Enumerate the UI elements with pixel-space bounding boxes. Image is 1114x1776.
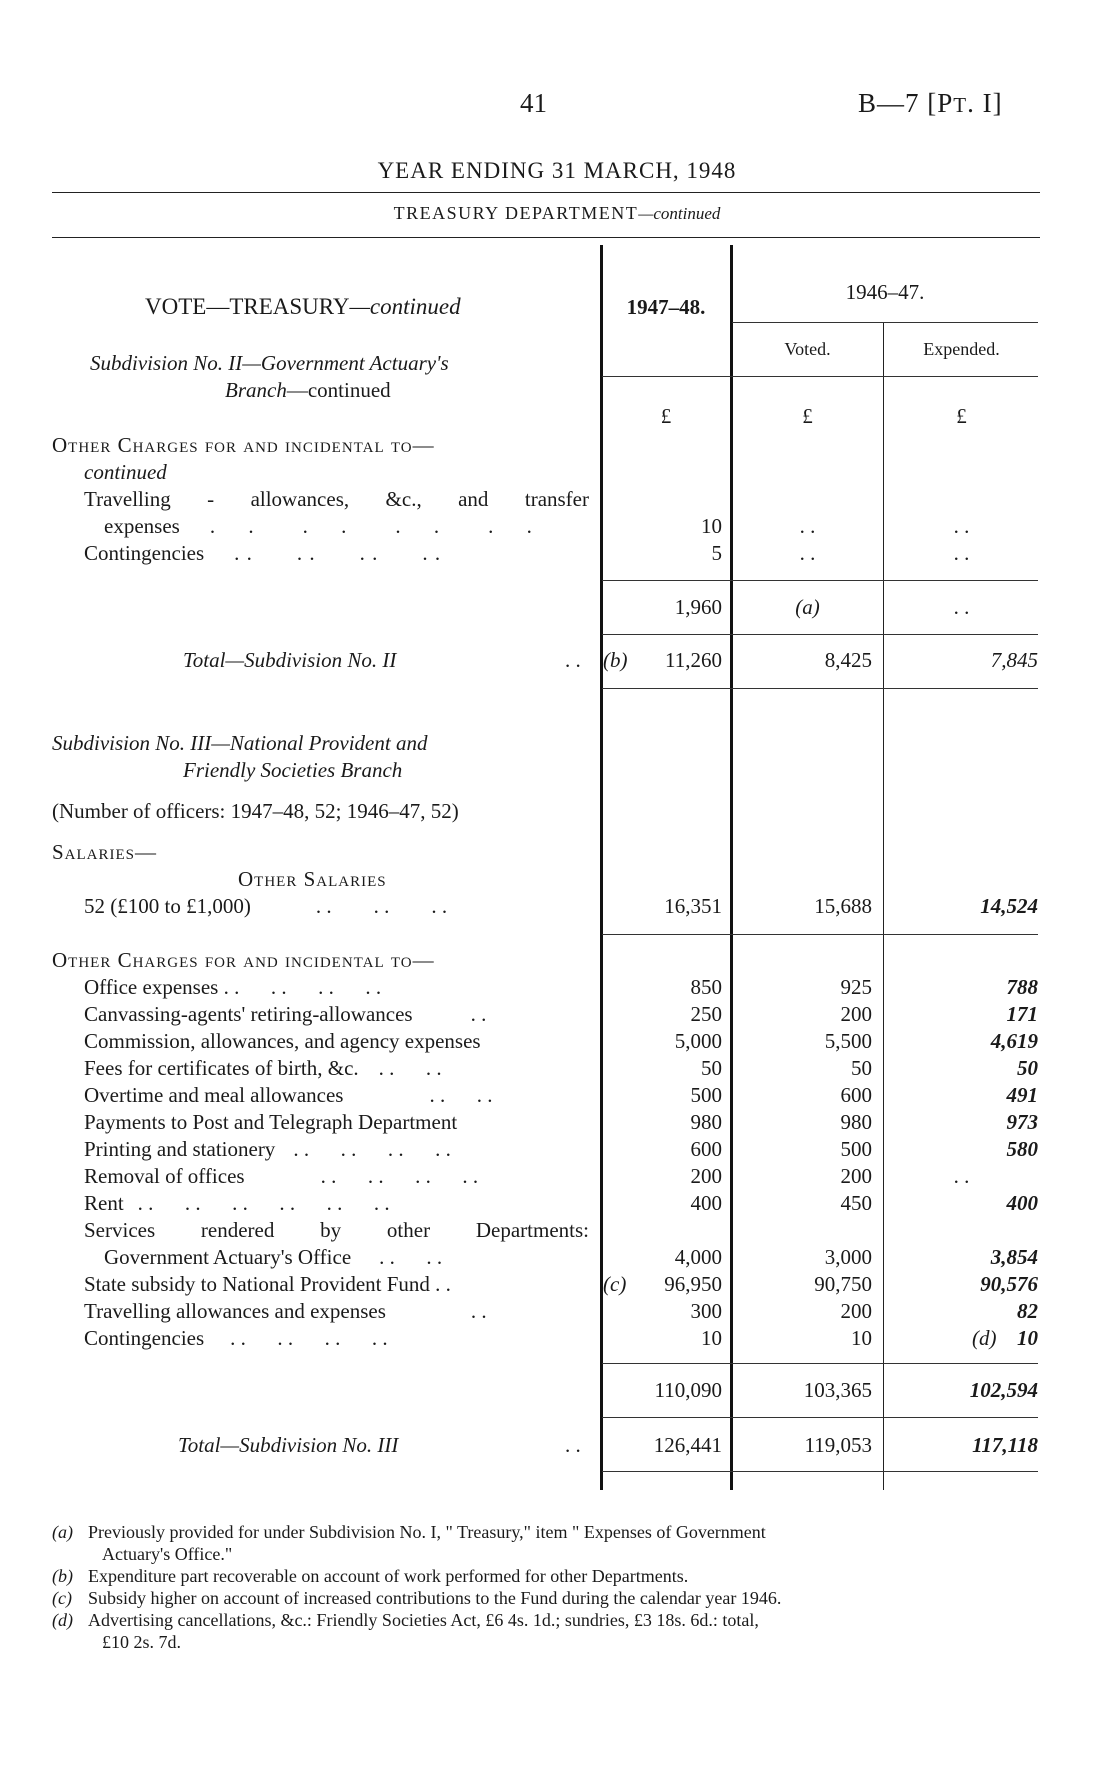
item-dots: . . . .: [429, 1083, 493, 1107]
item-label-text: Overtime and meal allowances: [84, 1083, 344, 1107]
item-dots: . . . . . . . .: [293, 1137, 451, 1161]
sub3-subtotal-voted: 103,365: [803, 1378, 872, 1402]
item-1947: 980: [690, 1110, 722, 1134]
item-1947: 400: [690, 1191, 722, 1215]
sub3-gov-actuary-1947: 4,000: [674, 1245, 722, 1269]
sub2-travel-line2-text: expenses: [104, 514, 180, 538]
item-1947: 250: [690, 1002, 722, 1026]
expended-heading: Expended.: [923, 339, 1000, 359]
footnote-b: [52, 1565, 1042, 1587]
sub2-travel-expended: . .: [953, 514, 970, 538]
sub2-travel-line2: expenses . . . . . . . .: [104, 514, 546, 538]
sub2-heading-line2: [225, 377, 391, 404]
sub3-services-label: Services rendered by other Departments:: [84, 1218, 589, 1242]
currency-expended: £: [956, 404, 967, 428]
sub2-other-charges: Other Charges for and incidental to—: [52, 433, 435, 457]
item-label: Commission, allowances, and agency expenses: [84, 1029, 481, 1053]
item-1947: 200: [690, 1164, 722, 1188]
sub2-subtotal-voted: (a): [795, 595, 820, 619]
sub3-travelling-dots: . .: [470, 1299, 487, 1323]
sub3-heading-line1: Subdivision No. III—National Provident and: [52, 731, 428, 755]
sub3-total-label: Total—Subdivision No. III: [178, 1433, 399, 1457]
sub3-contingencies-note: (d): [972, 1326, 997, 1350]
sub3-contingencies-1947: 10: [701, 1326, 722, 1350]
item-dots: . . . . . . . . . . . .: [137, 1191, 390, 1215]
sub3-total-expended: 117,118: [972, 1433, 1038, 1457]
sub2-cont-expended: . .: [953, 541, 970, 565]
sub3-state-subsidy: [84, 1271, 451, 1298]
sub2-heading-line1: Subdivision No. II—Government Actuary's: [90, 351, 449, 375]
document-reference: [858, 88, 1003, 119]
page-number: 41: [520, 88, 547, 118]
item-label: [84, 1001, 486, 1028]
sub3-contingencies-dots: . . . . . . . .: [230, 1326, 388, 1350]
item-1947: 50: [701, 1056, 722, 1080]
sub2-subtotal-1947: 1,960: [674, 595, 722, 619]
footnote-a-label: (a): [52, 1522, 73, 1542]
sub3-salary-text: 52 (£100 to £1,000): [84, 894, 251, 918]
sub2-subtotal-rule: [602, 580, 1038, 581]
footnote-c: [52, 1587, 1042, 1609]
sub3-salary-1947: 16,351: [664, 894, 722, 918]
sub3-salary-voted: 15,688: [814, 894, 872, 918]
sub3-contingencies-text: Contingencies: [84, 1326, 205, 1350]
sub3-travelling-text: Travelling allowances and expenses: [84, 1299, 386, 1323]
sub3-gov-actuary-expended: 3,854: [990, 1245, 1038, 1269]
rule-under-headers: [602, 376, 1038, 377]
sub3-gov-actuary-dots: . . . .: [379, 1245, 443, 1269]
sub2-total-dots: . .: [565, 648, 581, 672]
page-title: YEAR ENDING 31 MARCH, 1948: [377, 158, 737, 183]
sub3-travelling: [84, 1298, 487, 1325]
item-label-text: Canvassing-agents' retiring-allowances: [84, 1002, 413, 1026]
sub3-travelling-voted: 200: [840, 1299, 872, 1323]
sub2-contingencies-text: Contingencies: [84, 541, 205, 565]
footnote-a: [52, 1521, 1042, 1565]
item-1947: 850: [690, 975, 722, 999]
item-label-text: Removal of offices: [84, 1164, 245, 1188]
sub3-total-underline: [602, 1471, 1038, 1472]
sub3-state-subsidy-expended: 90,576: [980, 1272, 1038, 1296]
sub3-total-rule: [602, 1417, 1038, 1418]
sub3-state-subsidy-voted: 90,750: [814, 1272, 872, 1296]
item-label: [84, 1163, 478, 1190]
item-label: [84, 1055, 442, 1082]
item-expended: 171: [1006, 1002, 1038, 1026]
reference-main: B—7 [P: [858, 88, 954, 118]
department-heading: [0, 203, 1114, 224]
item-dots: . .: [470, 1002, 487, 1026]
currency-1947: £: [660, 404, 672, 428]
item-label: Payments to Post and Telegraph Department: [84, 1110, 458, 1134]
department-suffix: —continued: [638, 204, 721, 223]
sub2-travel-voted: . .: [799, 514, 816, 538]
sub2-continued: —continued: [286, 378, 391, 402]
sub2-total-1947: 11,260: [665, 648, 722, 672]
sub2-subtotal-expended: . .: [953, 595, 970, 619]
item-expended: 4,619: [990, 1029, 1038, 1053]
item-expended: 491: [1006, 1083, 1038, 1107]
sub3-heading-line2: Friendly Societies Branch: [183, 758, 403, 782]
item-label: [84, 1082, 492, 1109]
item-expended: 580: [1006, 1137, 1038, 1161]
sub3-contingencies-expended: 10: [1017, 1326, 1038, 1350]
item-label-text: Fees for certificates of birth, &c.: [84, 1056, 359, 1080]
sub2-total-voted: 8,425: [824, 648, 872, 672]
sub2-travel-line1: Travelling - allowances, &c., and transfer: [84, 487, 589, 511]
item-label-text: Printing and stationery: [84, 1137, 276, 1161]
sub2-total-note: (b): [603, 648, 628, 672]
footnote-a-line1: Previously provided for under Subdivision No. I, " Treasury," item " Expenses of Government: [88, 1522, 766, 1542]
column-1946-heading: 1946–47.: [845, 280, 925, 304]
item-expended: 400: [1006, 1191, 1038, 1215]
item-1947: 5,000: [674, 1029, 722, 1053]
footnote-d: [52, 1609, 1042, 1653]
sub2-total-expended: 7,845: [990, 648, 1038, 672]
vote-prefix: VOTE—TREASURY: [145, 294, 350, 319]
item-voted: 5,500: [824, 1029, 872, 1053]
sub2-travel-1947: 10: [701, 514, 722, 538]
sub3-total-dots: . .: [565, 1433, 581, 1457]
item-label-text: Rent: [84, 1191, 124, 1215]
rule-under-1946: [732, 322, 1038, 323]
sub3-salaries: Salaries—: [52, 840, 158, 864]
sub3-contingencies-voted: 10: [851, 1326, 872, 1350]
item-dots: . . . . . . . .: [223, 975, 382, 999]
item-dots: . . . . . . . .: [320, 1164, 479, 1188]
sub2-cont-voted: . .: [799, 541, 816, 565]
sub3-gov-actuary: [104, 1244, 442, 1271]
sub3-salary-rule: [602, 934, 1038, 935]
sub3-salary-line: 52 (£100 to £1,000) . . . . . .: [84, 894, 448, 918]
item-voted: 980: [840, 1110, 872, 1134]
sub2-continued-label: continued: [84, 460, 167, 484]
reference-sc: T: [953, 93, 968, 117]
footnote-c-text: Subsidy higher on account of increased contributions to the Fund during the calendar year 1946.: [88, 1588, 782, 1608]
item-voted: 450: [840, 1191, 872, 1215]
column-1947-heading: 1947–48.: [626, 295, 706, 319]
item-voted: 925: [840, 975, 872, 999]
footnote-b-text: Expenditure part recoverable on account of work performed for other Departments.: [88, 1566, 689, 1586]
item-expended: 788: [1006, 975, 1038, 999]
sub2-total-label: Total—Subdivision No. II: [183, 648, 397, 672]
item-label: [84, 974, 381, 1001]
sub3-total-voted: 119,053: [804, 1433, 872, 1457]
voted-heading: Voted.: [784, 339, 831, 359]
sub3-state-subsidy-text: State subsidy to National Provident Fund: [84, 1272, 430, 1296]
sub3-other-charges: Other Charges for and incidental to—: [52, 948, 435, 972]
vote-suffix: —continued: [349, 294, 461, 319]
department-name: TREASURY DEPARTMENT: [393, 203, 639, 223]
item-voted: 200: [840, 1164, 872, 1188]
item-1947: 600: [690, 1137, 722, 1161]
vote-heading: [145, 293, 461, 320]
item-voted: 200: [840, 1002, 872, 1026]
sub2-branch: Branch: [225, 378, 287, 402]
footnote-d-label: (d): [52, 1610, 73, 1630]
sub3-officers: (Number of officers: 1947–48, 52; 1946–47, 52): [52, 799, 459, 823]
footnote-b-label: (b): [52, 1566, 73, 1586]
footnote-a-line2: Actuary's Office.": [102, 1544, 233, 1564]
item-voted: 500: [840, 1137, 872, 1161]
footnote-d-line1: Advertising cancellations, &c.: Friendly Societies Act, £6 4s. 1d.; sundries, £3 18s. 6d.: total,: [88, 1610, 759, 1630]
column-divider-voted: [883, 322, 884, 1490]
sub2-contingencies: Contingencies . . . . . . . .: [84, 541, 442, 565]
sub3-travelling-expended: 82: [1017, 1299, 1038, 1323]
item-label: [84, 1136, 451, 1163]
item-label-text: Office expenses: [84, 975, 219, 999]
sub3-state-subsidy-dots: . .: [435, 1272, 451, 1296]
sub3-salary-expended: 14,524: [980, 894, 1038, 918]
title-rule: [52, 192, 1040, 193]
sub3-subtotal-rule: [602, 1363, 1038, 1364]
item-voted: 600: [840, 1083, 872, 1107]
sub3-state-subsidy-note: (c): [603, 1272, 627, 1296]
item-1947: 500: [690, 1083, 722, 1107]
currency-voted: £: [802, 404, 813, 428]
item-expended: 973: [1006, 1110, 1038, 1134]
sub3-gov-actuary-voted: 3,000: [824, 1245, 872, 1269]
item-expended: 50: [1017, 1056, 1038, 1080]
item-expended: . .: [953, 1164, 970, 1188]
item-label: [84, 1190, 390, 1217]
item-dots: . . . .: [378, 1056, 442, 1080]
sub2-total-rule: [602, 634, 1038, 635]
footnote-d-line2: £10 2s. 7d.: [102, 1632, 182, 1652]
sub3-contingencies: [84, 1325, 388, 1352]
sub3-gov-actuary-text: Government Actuary's Office: [104, 1245, 352, 1269]
footnote-c-label: (c): [52, 1588, 72, 1608]
sub3-subtotal-1947: 110,090: [654, 1378, 722, 1402]
sub2-cont-1947: 5: [711, 541, 722, 565]
sub2-total-underline: [602, 688, 1038, 689]
department-rule: [52, 237, 1040, 238]
sub3-subtotal-expended: 102,594: [969, 1378, 1038, 1402]
reference-end: . I]: [967, 88, 1003, 118]
sub3-state-subsidy-1947: 96,950: [664, 1272, 722, 1296]
sub3-total-1947: 126,441: [653, 1433, 722, 1457]
sub3-travelling-1947: 300: [690, 1299, 722, 1323]
item-voted: 50: [851, 1056, 872, 1080]
sub3-other-salaries: Other Salaries: [238, 867, 387, 891]
